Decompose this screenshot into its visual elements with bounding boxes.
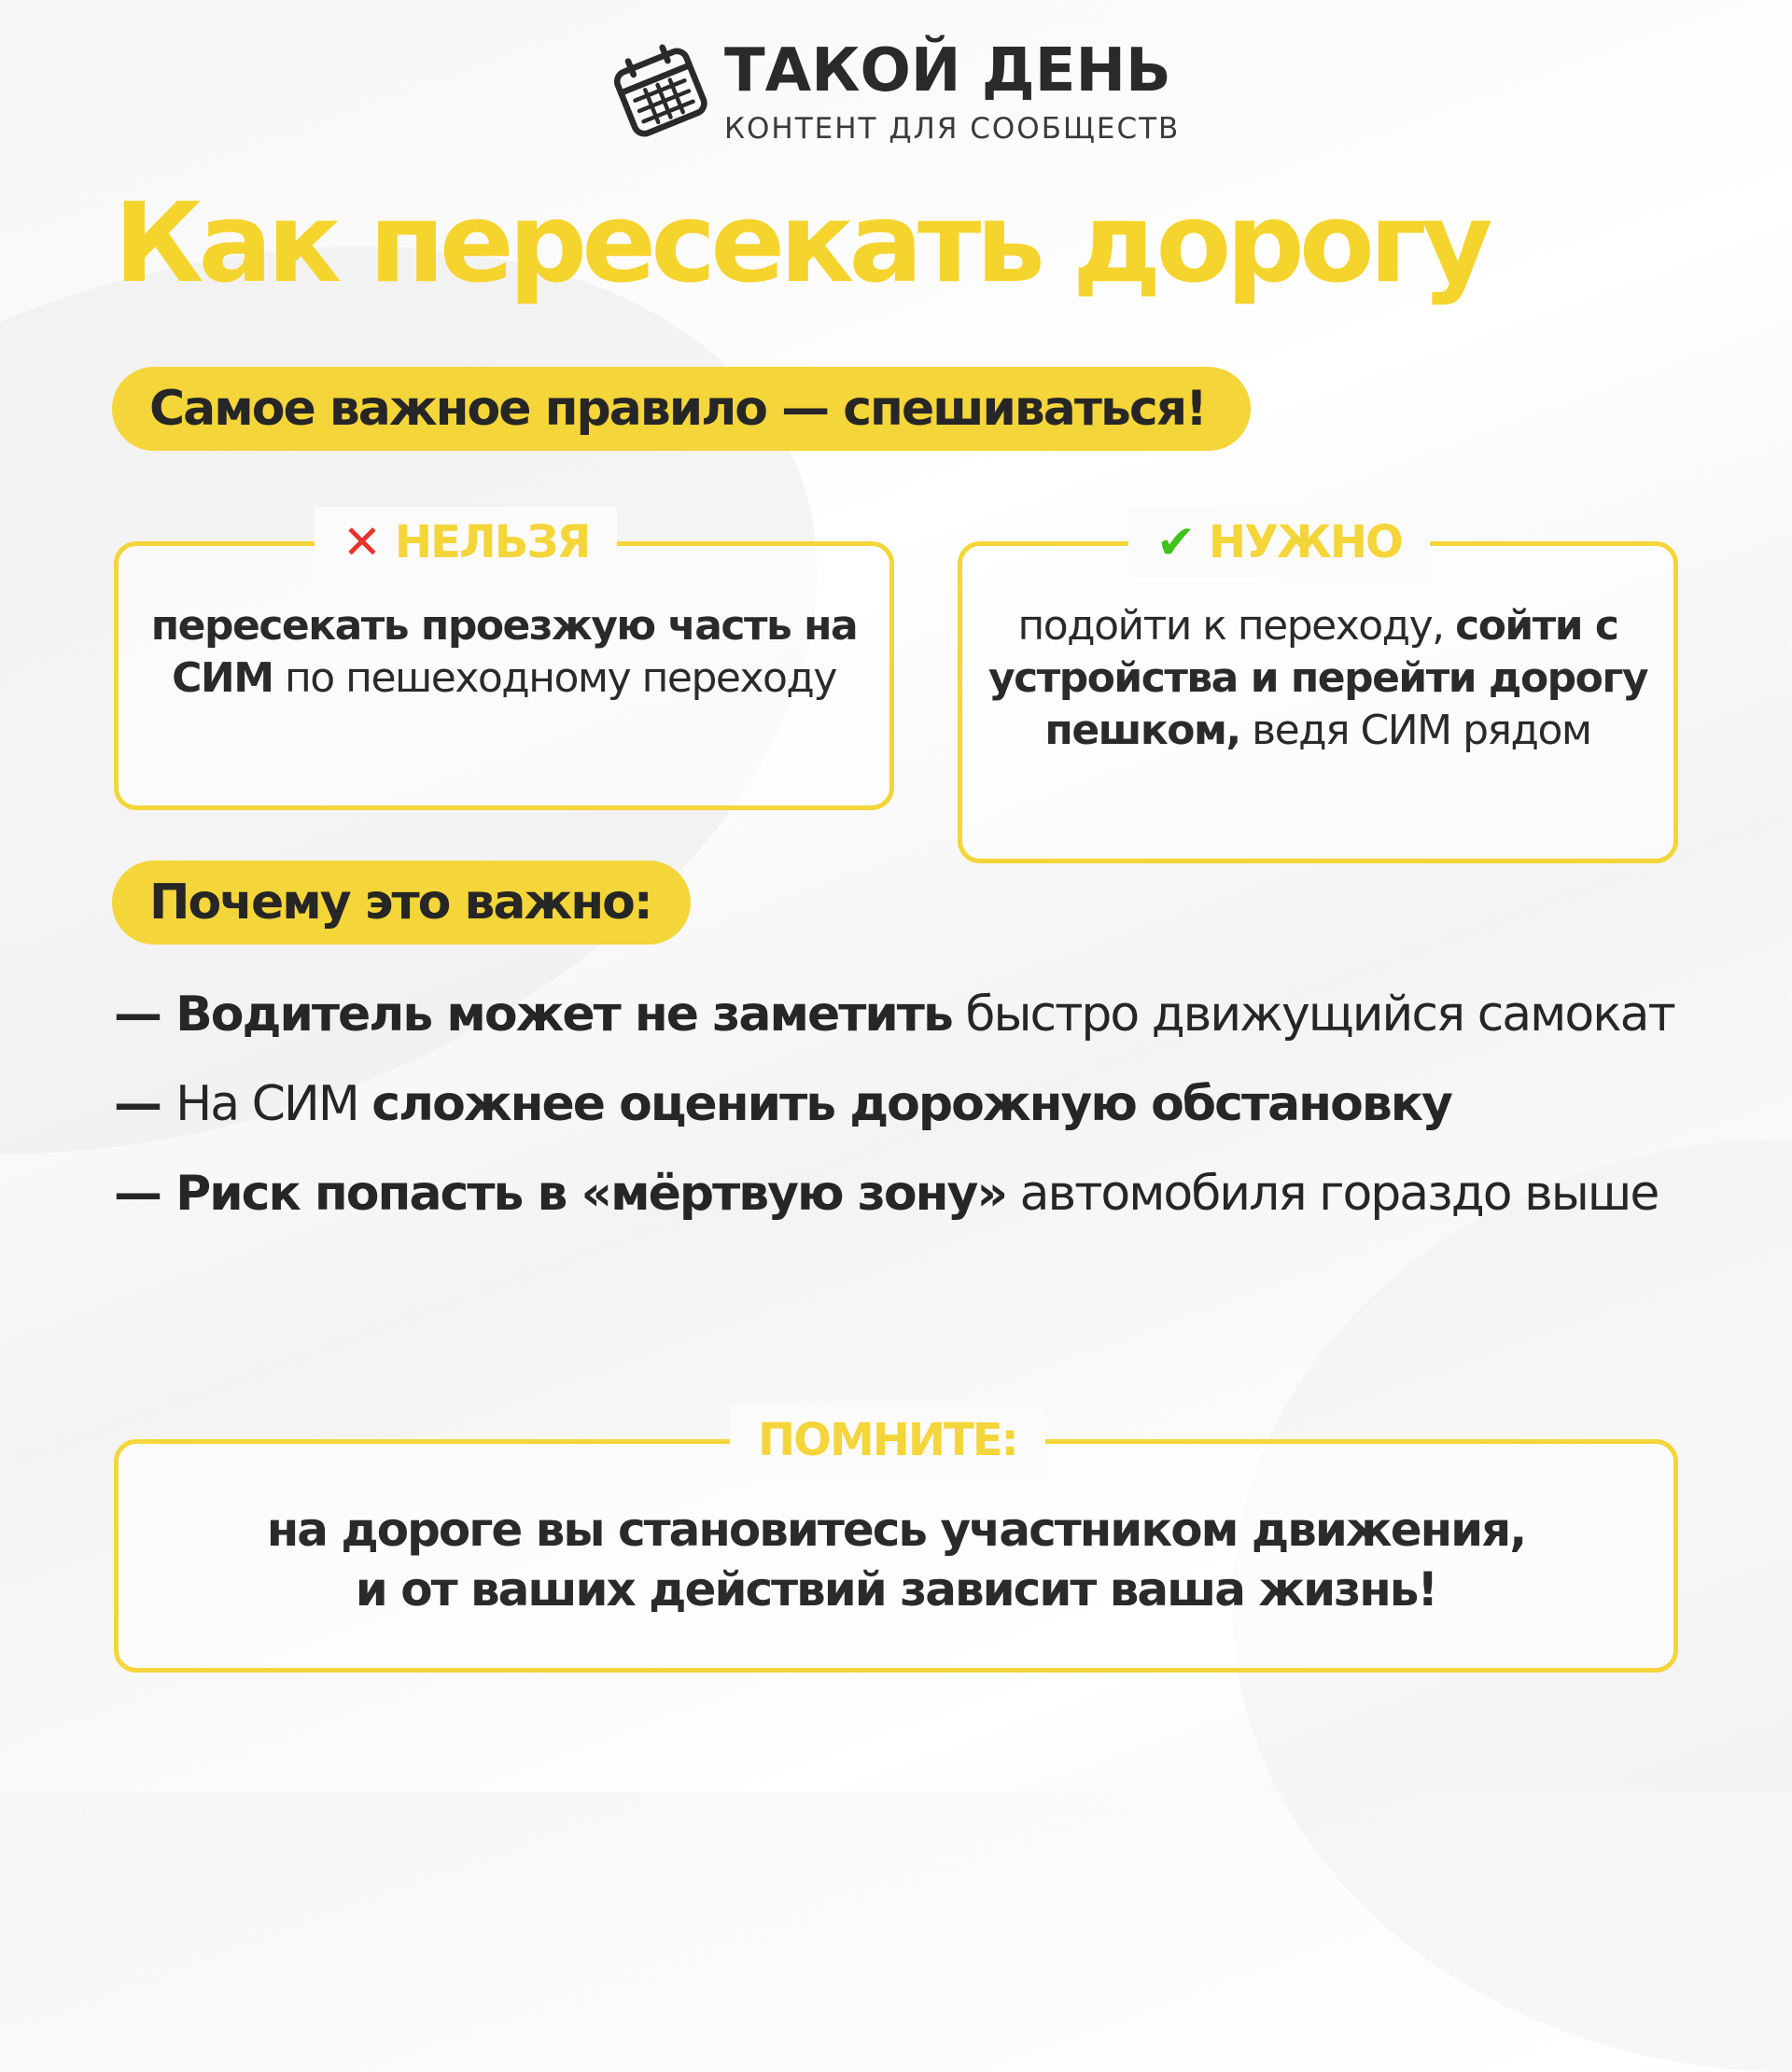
remember-line-1: на дороге вы становитесь участником движения, — [266, 1503, 1526, 1557]
forbidden-label — [315, 507, 617, 578]
reasons-list — [114, 985, 1691, 1253]
reason-item — [114, 985, 1691, 1044]
forbidden-box — [114, 515, 894, 810]
reason-item — [114, 1164, 1691, 1224]
check-icon: ✔ — [1156, 515, 1194, 569]
brand-tagline: КОНТЕНТ ДЛЯ СООБЩЕСТВ — [724, 112, 1181, 146]
rule-pill: Самое важное правило — спешиваться! — [112, 367, 1251, 451]
reason-normal: На СИМ — [175, 1076, 372, 1132]
required-label — [1128, 507, 1430, 578]
reason-dash: — — [114, 1076, 176, 1132]
forbidden-text-normal: по пешеходному переходу — [273, 654, 836, 702]
cross-icon: ✕ — [343, 515, 380, 569]
reason-bold: сложнее оценить дорожную обстановку — [371, 1076, 1451, 1132]
remember-line-2: и от ваших действий зависит ваша жизнь! — [355, 1562, 1437, 1617]
why-pill: Почему это важно: — [112, 861, 691, 945]
remember-text — [137, 1500, 1655, 1619]
forbidden-text — [137, 600, 871, 705]
required-text — [981, 600, 1655, 757]
forbidden-text-bold: пересекать проезжую часть на СИМ — [150, 602, 858, 702]
required-text-bold: сойти с устройства и перейти дорогу пешком, — [987, 602, 1648, 754]
remember-label: ПОМНИТЕ: — [730, 1405, 1045, 1476]
reason-dash: — — [114, 987, 176, 1043]
forbidden-label-text: НЕЛЬЗЯ — [394, 516, 590, 568]
reason-item — [114, 1074, 1691, 1134]
calendar-icon — [609, 39, 711, 142]
brand-name: ТАКОЙ ДЕНЬ — [724, 36, 1171, 105]
page-title: Как пересекать дорогу — [114, 178, 1488, 307]
logo — [609, 35, 1180, 146]
reason-normal: быстро движущийся самокат — [951, 987, 1674, 1043]
required-box — [958, 515, 1678, 863]
reason-normal: автомобиля гораздо выше — [1006, 1166, 1659, 1222]
required-text-normal-2: ведя СИМ рядом — [1239, 707, 1591, 754]
required-text-normal-1: подойти к переходу, — [1017, 602, 1456, 650]
reason-dash: — — [114, 1166, 176, 1222]
reason-bold: Риск попасть в «мёртвую зону» — [175, 1166, 1007, 1222]
reason-bold: Водитель может не заметить — [175, 987, 952, 1043]
remember-box — [114, 1414, 1678, 1673]
required-label-text: НУЖНО — [1208, 516, 1402, 568]
